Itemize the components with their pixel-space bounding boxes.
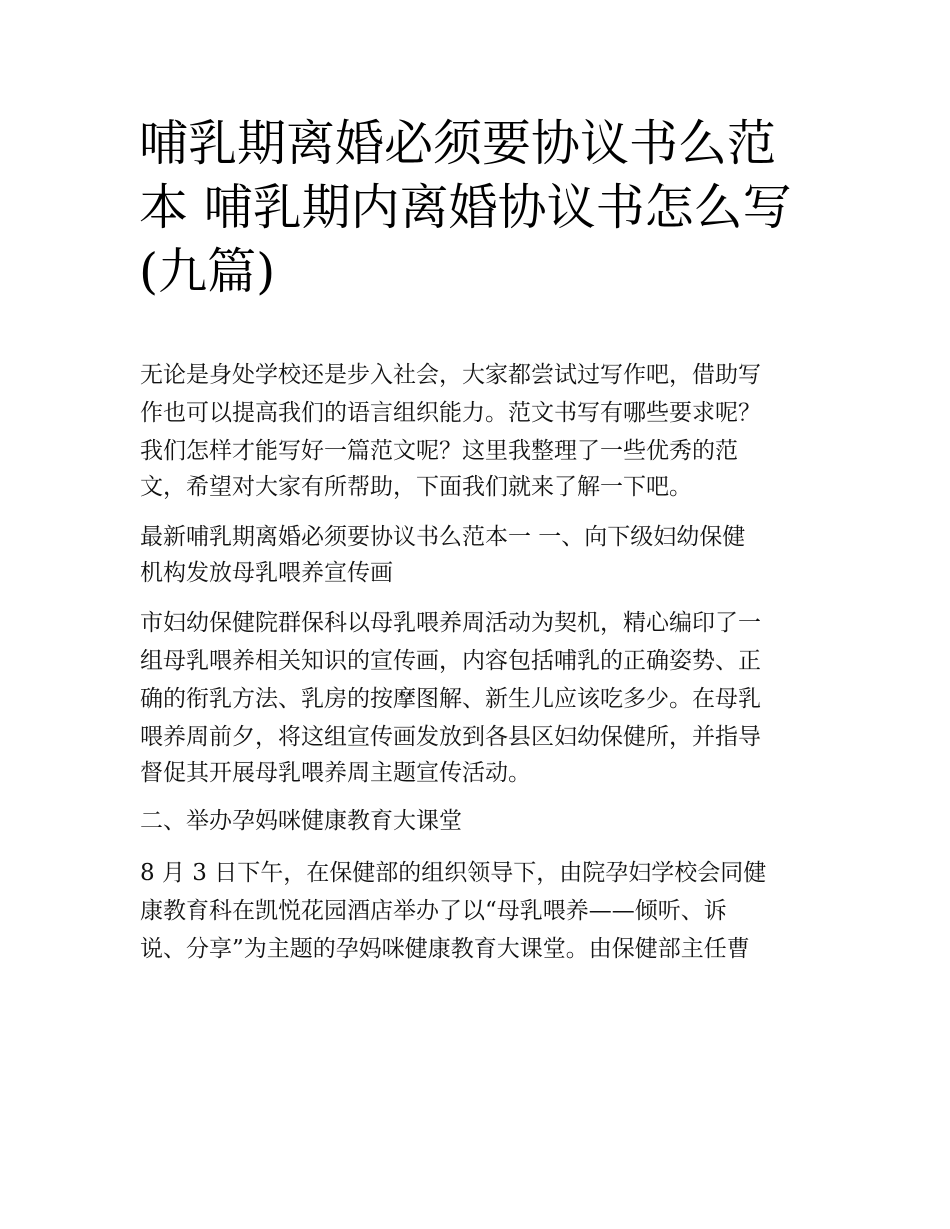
text-line: 说、分享”为主题的孕妈咪健康教育大课堂。由保健部主任曹 [140, 936, 750, 962]
document-title [139, 112, 819, 304]
text-line: 康教育科在凯悦花园酒店举办了以“母乳喂养——倾听、诉 [140, 898, 727, 924]
section-heading [140, 518, 830, 591]
title-line: 本 哺乳期内离婚协议书怎么写 [139, 179, 792, 236]
paragraph-class [140, 854, 830, 968]
paragraph-posters [140, 604, 830, 791]
title-line: 哺乳期离婚必须要协议书么范 [139, 115, 777, 172]
section-heading-2: 二、举办孕妈咪健康教育大课堂 [140, 808, 462, 834]
text-line: 8 月 3 日下午，在保健部的组织领导下，由院孕妇学校会同健 [140, 860, 767, 886]
text-line: 我们怎样才能写好一篇范文呢？这里我整理了一些优秀的范 [140, 438, 738, 464]
document-body [140, 356, 830, 968]
text-line: 作也可以提高我们的语言组织能力。范文书写有哪些要求呢？ [140, 400, 761, 426]
heading-line: 机构发放母乳喂养宣传画 [140, 560, 393, 586]
text-line: 组母乳喂养相关知识的宣传画，内容包括哺乳的正确姿势、正 [140, 648, 761, 674]
text-line: 确的衔乳方法、乳房的按摩图解、新生儿应该吃多少。在母乳 [140, 686, 761, 712]
text-line: 督促其开展母乳喂养周主题宣传活动。 [140, 760, 531, 786]
text-line: 市妇幼保健院群保科以母乳喂养周活动为契机，精心编印了一 [140, 610, 761, 636]
intro-paragraph [140, 356, 830, 505]
heading-line: 最新哺乳期离婚必须要协议书么范本一 一、向下级妇幼保健 [140, 524, 746, 550]
text-line: 无论是身处学校还是步入社会，大家都尝试过写作吧，借助写 [140, 362, 761, 388]
title-line: (九篇) [139, 243, 276, 300]
text-line: 喂养周前夕，将这组宣传画发放到各县区妇幼保健所，并指导 [140, 724, 761, 750]
text-line: 文，希望对大家有所帮助，下面我们就来了解一下吧。 [140, 474, 692, 500]
